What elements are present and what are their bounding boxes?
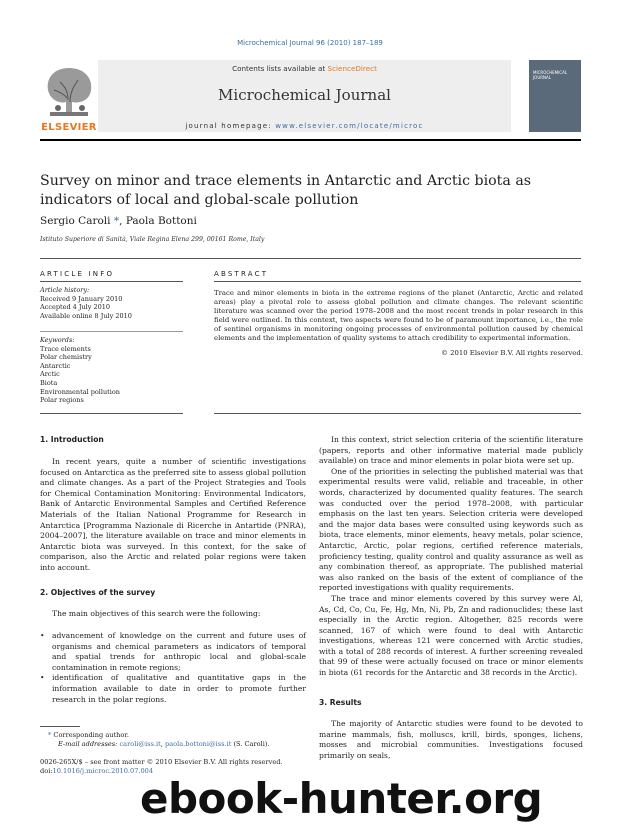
author-2: Paola Bottoni	[125, 215, 197, 227]
abstract-rule	[214, 281, 581, 282]
section-3-heading: 3. Results	[319, 698, 362, 707]
footnote-star: *	[48, 731, 52, 739]
right-column-text	[319, 435, 583, 679]
contents-line	[98, 64, 511, 73]
header-rule	[40, 139, 581, 141]
section-rule	[40, 258, 581, 259]
corresponding-author-link[interactable]: *	[110, 215, 120, 227]
article-info-divider	[40, 331, 183, 332]
email-link-1[interactable]: caroli@iss.it	[119, 740, 161, 749]
abstract-copyright: © 2010 Elsevier B.V. All rights reserved.	[441, 349, 583, 357]
section-1-text	[40, 457, 306, 574]
keyword: Environmental pollution	[40, 387, 120, 396]
watermark: ebook-hunter.org	[140, 774, 543, 823]
journal-citation[interactable]: Microchemical Journal 96 (2010) 187–189	[237, 39, 383, 47]
cover-title: MICROCHEMICAL JOURNAL	[533, 70, 568, 80]
email-suffix: (S. Caroli).	[231, 740, 270, 749]
keyword: Arctic	[40, 370, 60, 379]
keywords-label: Keywords:	[40, 336, 75, 344]
section-2-heading: 2. Objectives of the survey	[40, 588, 156, 597]
abstract-end-rule	[214, 413, 581, 414]
keyword: Polar regions	[40, 396, 84, 405]
list-item: • identification of qualitative and quantitative gaps in the information available to date in order to promote further research in the polar regions.	[40, 673, 306, 705]
history-online: Available online 8 July 2010	[40, 311, 132, 320]
article-info-rule	[40, 281, 183, 282]
issn-line: 0026-265X/$ – see front matter © 2010 Elsevier B.V. All rights reserved.	[40, 758, 283, 766]
keyword: Trace elements	[40, 344, 91, 353]
history-received: Received 9 January 2010	[40, 294, 123, 303]
footnote-rule	[40, 726, 80, 727]
paragraph: The trace and minor elements covered by this survey were Al, As, Cd, Co, Cu, Fe, Hg, Mn, Ni, Pb, Zn and radionuclides; these last especially in the Arctic region. Altogether, 825 records were scanned, 167 of which were found to deal with Antarctic investigations, whereas 121 were concerned with Arctic studies, with a total of 288 records of interest. A further screening revealed that 99 of these were actually focused on trace or minor elements in biota (61 records for the Antarctic and 38 records in the Arctic).	[319, 593, 583, 678]
contents-prefix: Contents lists available at	[232, 64, 328, 73]
email-link-2[interactable]: paola.bottoni@iss.it	[164, 740, 232, 749]
section-1-heading: 1. Introduction	[40, 435, 104, 444]
doi-label: doi:	[40, 767, 53, 776]
corresponding-note	[40, 731, 270, 740]
section-3-text	[319, 719, 583, 761]
author-1: Sergio Caroli	[40, 215, 111, 227]
journal-name: Microchemical Journal	[218, 86, 391, 104]
history-accepted: Accepted 4 July 2010	[40, 303, 111, 312]
affiliation: Istituto Superiore di Sanità, Viale Regina Elena 299, 00161 Rome, Italy	[40, 236, 265, 243]
author-list	[40, 215, 197, 227]
sciencedirect-link[interactable]: ScienceDirect	[327, 64, 377, 73]
article-info-heading: ARTICLE INFO	[40, 270, 115, 278]
abstract-heading: ABSTRACT	[214, 270, 269, 278]
paragraph: The main objectives of this search were the following:	[52, 609, 261, 618]
footnote	[40, 731, 270, 749]
journal-homepage	[98, 122, 511, 130]
keyword: Polar chemistry	[40, 353, 92, 362]
doi-link[interactable]: 10.1016/j.microc.2010.07.004	[52, 767, 154, 776]
article-history	[40, 286, 185, 320]
objectives-list	[40, 631, 306, 705]
email-line	[40, 740, 270, 749]
email-label: E-mail addresses:	[58, 740, 120, 749]
homepage-prefix: journal homepage:	[185, 122, 276, 130]
paragraph: In recent years, quite a number of scientific investigations focused on Antarctica as the preferred site to assess global pollution and climate changes. As a part of the Project Strategies and Tools for Chemical Contamination Monitoring: Environmental Indicators, Bank of Antarctic Environmental Samples and Certified Reference Materials of the Italian National Programme for Research in Antarctica [Programma Nazionale di Ricerche in Antartide (PNRA), 2004–2007], the literature available on trace and minor elements in Antarctic biota was surveyed. In this context, for the sake of comparison, also the Arctic and related polar regions were taken into account.	[40, 457, 306, 572]
keywords	[40, 336, 185, 405]
section-2-text	[40, 609, 306, 620]
article-title: Survey on minor and trace elements in Antarctic and Arctic biota as indicators of local and global-scale pollution	[40, 173, 532, 208]
elsevier-wordmark: ELSEVIER	[41, 122, 97, 133]
history-label: Article history:	[40, 286, 90, 294]
keyword: Biota	[40, 378, 58, 387]
paragraph: The majority of Antarctic studies were found to be devoted to marine mammals, fish, molluscs, krill, birds, sponges, lichens, mosses and microbial communities. Investigations focused primarily on seals,	[319, 719, 583, 760]
email-separator: ,	[160, 740, 165, 749]
list-item: • advancement of knowledge on the current and future uses of organisms and chemical parameters as indicators of temporal and spatial trends for anthropic local and global-scale contamination in remote regions;	[40, 631, 306, 673]
keyword: Antarctic	[40, 361, 71, 370]
author-separator: ,	[119, 215, 126, 227]
article-info-end-rule	[40, 413, 183, 414]
homepage-link[interactable]: www.elsevier.com/locate/microc	[275, 122, 424, 130]
paragraph: In this context, strict selection criteria of the scientific literature (papers, reports and other informative material made publicly available) on trace and minor elements in polar biota were set up.	[319, 435, 583, 466]
paragraph: One of the priorities in selecting the published material was that experimental results were valid, reliable and traceable, in other words, characterized by documented quality features. The search was conducted over the period 1978–2008, with particular emphasis on the last ten years. Selection criteria were developed and the major data bases were consulted using keywords such as biota, trace elements, minor elements, heavy metals, polar science, Antarctic, Arctic, polar regions, certified reference materials, proficiency testing, quality control and quality assurance as well as any combination thereof, as appropriate. The published material was also ranked on the basis of the extent of compliance of the reported investigations with quality requirements.	[319, 466, 583, 593]
abstract-text: Trace and minor elements in biota in the extreme regions of the planet (Antarctic, Arctic and related areas) play a pivotal role to assess global pollution and climate changes. The relevant scientific literature was scanned over the period 1978–2008 and the most recent trends in polar research in this field were outlined. In this context, two aspects were found to be of paramount importance, i.e., the role of sentinel organisms in monitoring ongoing processes of environmental pollution caused by chemical elements and the implementation of quality systems to attach credibility to experimental information.	[214, 289, 583, 343]
corresponding-label: Corresponding author.	[53, 731, 129, 739]
